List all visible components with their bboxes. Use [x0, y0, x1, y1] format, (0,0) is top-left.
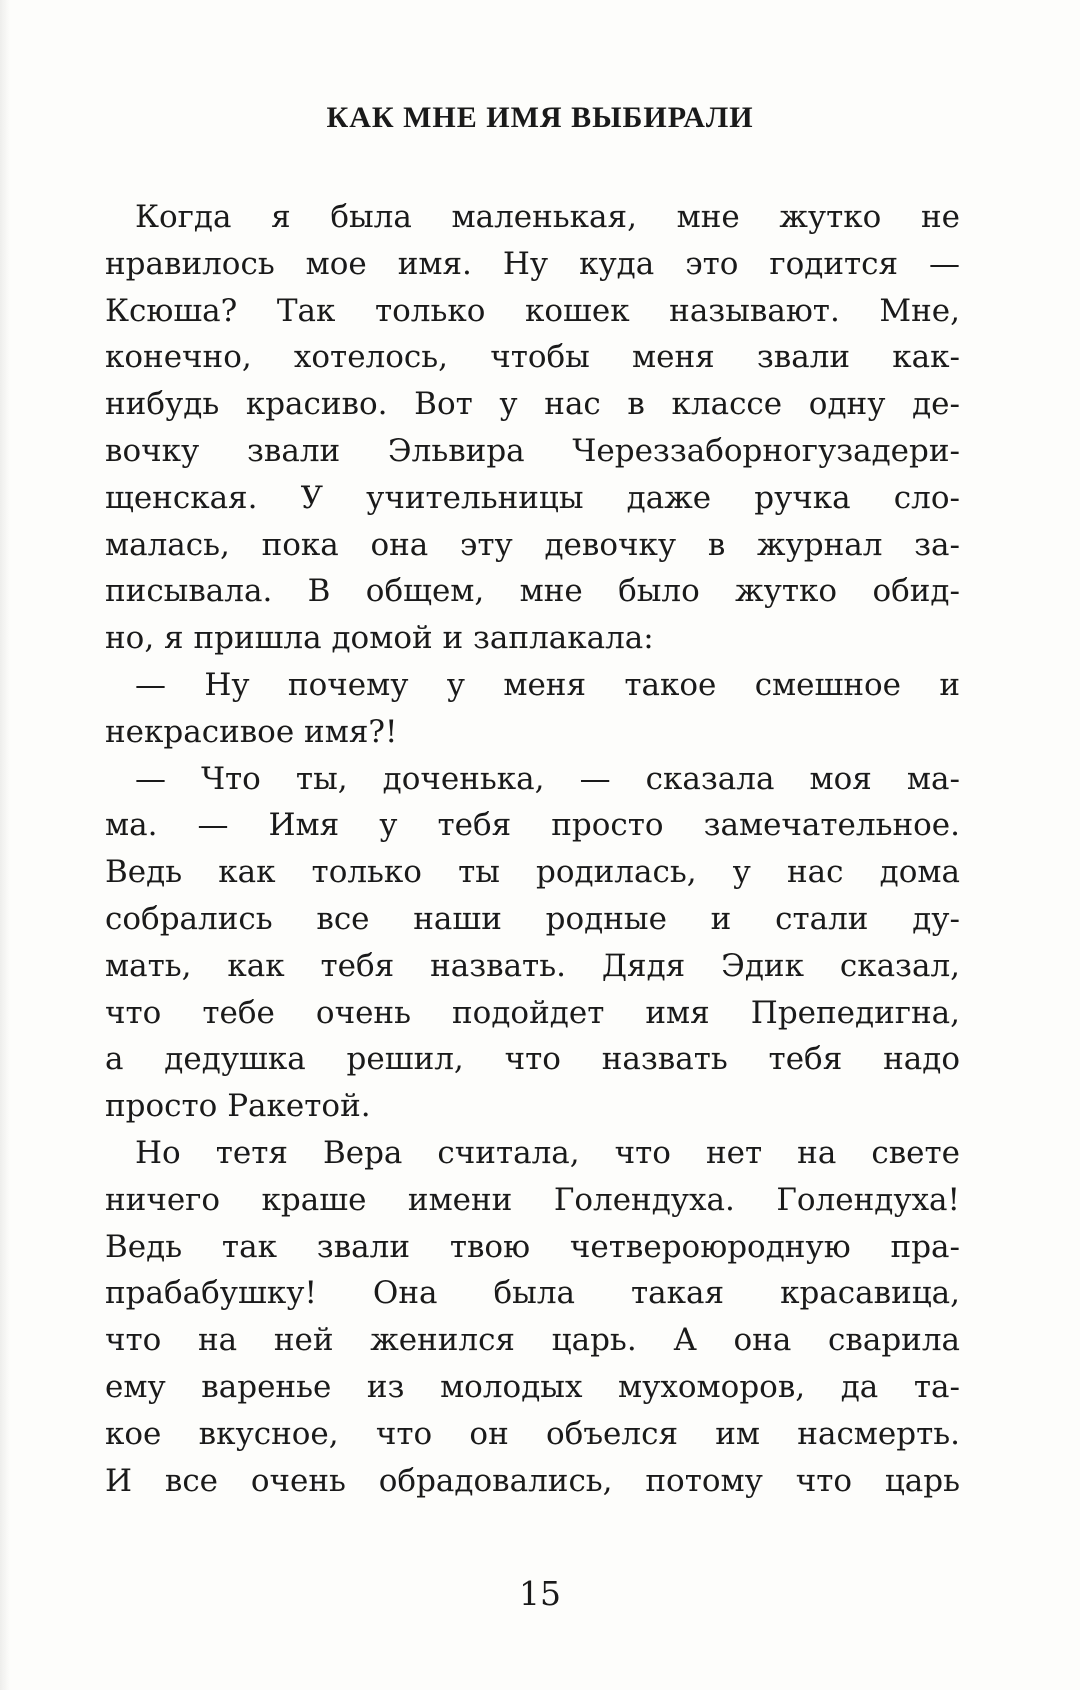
text-line: прабабушку! Она была такая красавица,: [105, 1275, 960, 1312]
text-line: что тебе очень подойдет имя Препедигна,: [105, 994, 960, 1031]
chapter-text: [105, 194, 960, 1504]
text-line: писывала. В общем, мне было жутко обид-: [105, 573, 960, 610]
text-line: собрались все наши родные и стали ду-: [105, 900, 960, 937]
text-line: ничего краше имени Голендуха. Голендуха!: [105, 1181, 960, 1218]
text-line: некрасивое имя?!: [105, 713, 398, 750]
text-line: но, я пришла домой и заплакала:: [105, 620, 654, 657]
text-line: — Что ты, доченька, — сказала моя ма-: [135, 760, 960, 797]
text-line: мать, как тебя назвать. Дядя Эдик сказал,: [105, 947, 960, 984]
page-edge-shadow: [0, 0, 10, 1690]
text-line: нравилось мое имя. Ну куда это годится —: [105, 245, 960, 282]
text-line: конечно, хотелось, чтобы меня звали как-: [105, 339, 960, 376]
text-line: Когда я была маленькая, мне жутко не: [135, 199, 960, 235]
page-number: 15: [519, 1574, 561, 1613]
text-line: вочку звали Эльвира Череззаборногузадери-: [105, 432, 960, 469]
chapter-title: КАК МНЕ ИМЯ ВЫБИРАЛИ: [326, 101, 754, 134]
text-line: нибудь красиво. Вот у нас в классе одну де-: [105, 386, 960, 423]
text-line: Но тетя Вера считала, что нет на свете: [135, 1134, 960, 1171]
text-line: просто Ракетой.: [105, 1088, 371, 1125]
text-line: щенская. У учительницы даже ручка сло-: [105, 479, 960, 516]
text-line: Ведь так звали твою четвероюродную пра-: [105, 1228, 960, 1265]
text-line: И все очень обрадовались, потому что царь: [105, 1462, 960, 1499]
text-line: малась, пока она эту девочку в журнал за-: [105, 526, 960, 563]
text-line: что на ней женился царь. А она сварила: [105, 1322, 960, 1359]
text-line: ему варенье из молодых мухоморов, да та-: [105, 1368, 960, 1405]
text-line: кое вкусное, что он объелся им насмерть.: [105, 1415, 960, 1452]
text-line: ма. — Имя у тебя просто замечательное.: [105, 807, 960, 844]
text-line: а дедушка решил, что назвать тебя надо: [105, 1041, 960, 1078]
text-line: Ксюша? Так только кошек называют. Мне,: [105, 292, 960, 329]
text-line: — Ну почему у меня такое смешное и: [135, 666, 960, 703]
text-line: Ведь как только ты родилась, у нас дома: [105, 854, 960, 891]
